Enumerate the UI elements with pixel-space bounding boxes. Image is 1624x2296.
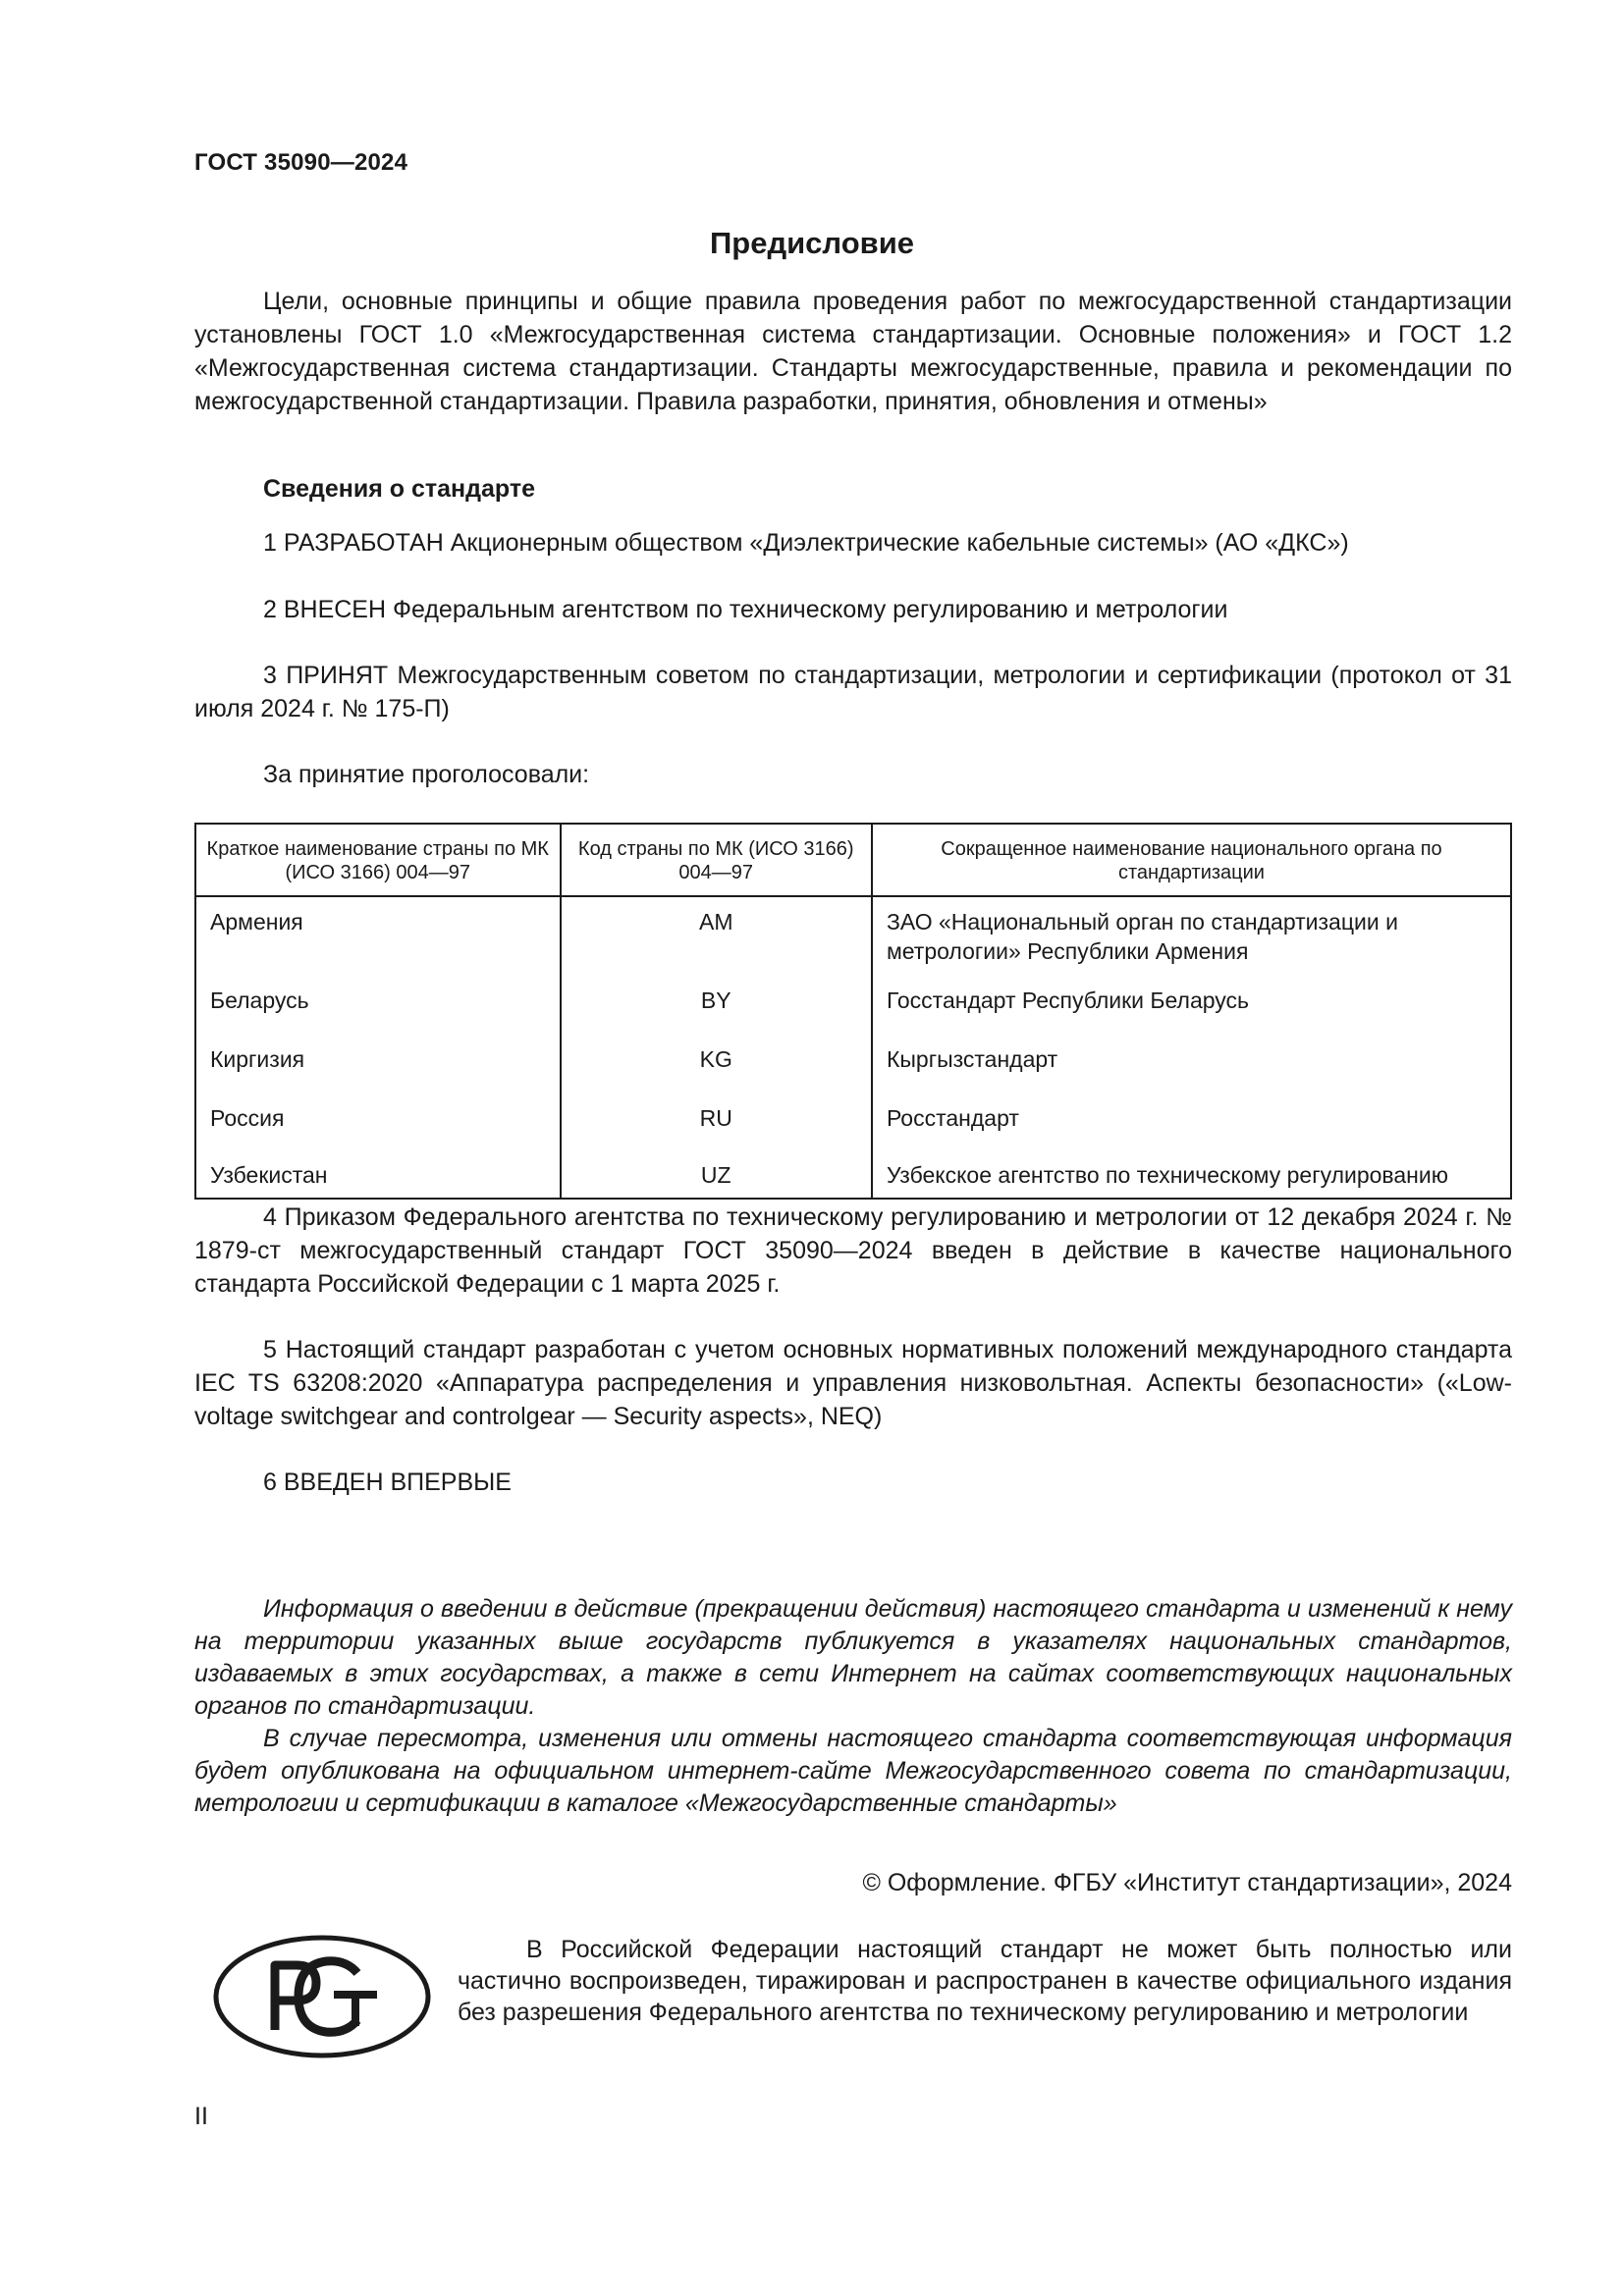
- national-body-cell: Узбекское агентство по техническому регулированию: [872, 1152, 1511, 1199]
- country-code-cell: BY: [561, 976, 872, 1035]
- country-name-cell: Узбекистан: [195, 1152, 561, 1199]
- voted-label: За принятие проголосовали:: [263, 761, 590, 788]
- item-4: 4 Приказом Федерального агентства по техническому регулированию и метрологии от 12 декабря 2024 г. № 1879-ст межгосударственный стандарт ГОСТ 35090—2024 введен в действие в качестве национального стандарта Российской Федерации с 1 марта 2025 г.: [194, 1203, 1512, 1298]
- info-paragraph-2: В случае пересмотра, изменения или отмены настоящего стандарта соответствующая информация будет опубликована на официальном интернет-сайте Межгосударственного совета по стандартизации, метрологии и сертификации в каталоге «Межгосударственные стандарты»: [194, 1725, 1512, 1817]
- table-row: [195, 1152, 1511, 1199]
- national-body-cell: Госстандарт Республики Беларусь: [872, 976, 1511, 1035]
- table-row: [195, 1094, 1511, 1152]
- table-row: [195, 976, 1511, 1035]
- item-1: 1 РАЗРАБОТАН Акционерным обществом «Диэлектрические кабельные системы» (АО «ДКС»): [263, 529, 1349, 557]
- reproduction-notice: [458, 1934, 1512, 2028]
- reproduction-notice-text: В Российской Федерации настоящий стандарт не может быть полностью или частично воспроизведен, тиражирован и распространен в качестве официального издания без разрешения Федерального агентства по техническому регулированию и метрологии: [458, 1936, 1512, 2026]
- document-number-header: ГОСТ 35090—2024: [194, 149, 408, 176]
- national-body-cell: ЗАО «Национальный орган по стандартизации и метрологии» Республики Армения: [872, 896, 1511, 976]
- country-name-cell: Армения: [195, 896, 561, 976]
- item-6: 6 ВВЕДЕН ВПЕРВЫЕ: [263, 1468, 512, 1496]
- intro-paragraph: Цели, основные принципы и общие правила проведения работ по межгосударственной стандартизации установлены ГОСТ 1.0 «Межгосударственная система стандартизации. Основные положения» и ГОСТ 1.2 «Межгосударственная система стандартизации. Стандарты межгосударственные, правила и рекомендации по межгосударственной стандартизации. Правила разработки, принятия, обновления и отмены»: [194, 288, 1512, 415]
- country-name-cell: Беларусь: [195, 976, 561, 1035]
- item-2: 2 ВНЕСЕН Федеральным агентством по техническому регулированию и метрологии: [263, 596, 1228, 623]
- section-subheading: Сведения о стандарте: [263, 475, 536, 503]
- national-body-cell: Росстандарт: [872, 1094, 1511, 1152]
- item-3: 3 ПРИНЯТ Межгосударственным советом по стандартизации, метрологии и сертификации (протокол от 31 июля 2024 г. № 175-П): [194, 662, 1512, 722]
- country-name-cell: Киргизия: [195, 1035, 561, 1094]
- column-header-country-code: Код страны по МК (ИСО 3166) 004—97: [561, 824, 872, 896]
- country-code-cell: UZ: [561, 1152, 872, 1199]
- info-paragraph-1: Информация о введении в действие (прекращении действия) настоящего стандарта и изменений к нему на территории указанных выше государств публикуется в указателях национальных стандартов, издаваемых в этих государствах, а также в сети Интернет на сайтах соответствующих национальных органов по стандартизации.: [194, 1595, 1512, 1720]
- country-name-cell: Россия: [195, 1094, 561, 1152]
- item-5: 5 Настоящий стандарт разработан с учетом основных нормативных положений международного стандарта IEC TS 63208:2020 «Аппаратура распределения и управления низковольтная. Аспекты безопасности» («Low-voltage switchgear and controlgear — Security aspects», NEQ): [194, 1336, 1512, 1430]
- country-code-cell: RU: [561, 1094, 872, 1152]
- column-header-national-body: Сокращенное наименование национального органа по стандартизации: [872, 824, 1511, 896]
- table-row: [195, 896, 1511, 976]
- pst-certification-mark-icon: [210, 1932, 434, 2061]
- voting-countries-table: [194, 823, 1512, 1200]
- country-code-cell: KG: [561, 1035, 872, 1094]
- copyright-line: © Оформление. ФГБУ «Институт стандартизации», 2024: [862, 1869, 1512, 1896]
- page-number: II: [194, 2103, 208, 2130]
- table-row: [195, 1035, 1511, 1094]
- table-header-row: [195, 824, 1511, 896]
- national-body-cell: Кыргызстандарт: [872, 1035, 1511, 1094]
- column-header-country-name: Краткое наименование страны по МК (ИСО 3166) 004—97: [195, 824, 561, 896]
- page-title: Предисловие: [709, 226, 914, 260]
- country-code-cell: AM: [561, 896, 872, 976]
